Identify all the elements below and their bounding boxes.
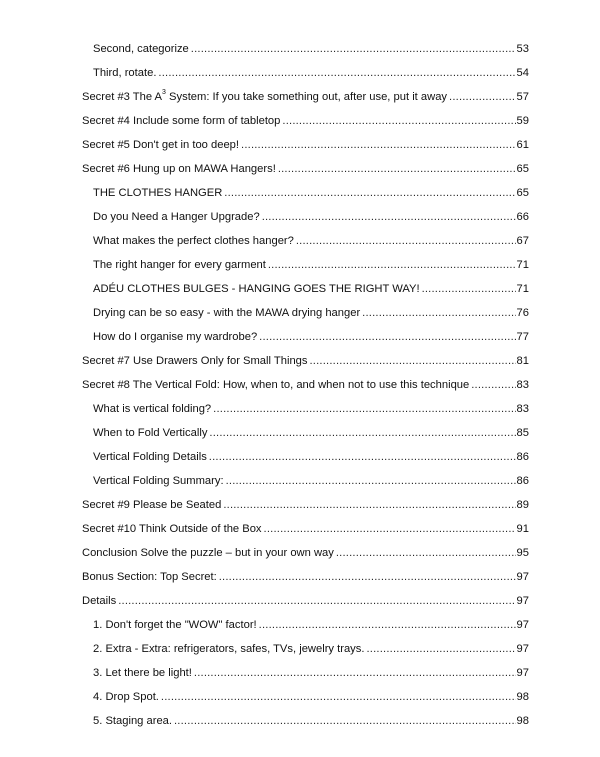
toc-entry-page: 77	[516, 331, 529, 343]
toc-entry-page: 65	[516, 163, 529, 175]
toc-entry-page: 71	[516, 283, 529, 295]
toc-entry-title: 4. Drop Spot.	[93, 691, 159, 703]
toc-entry	[82, 110, 529, 128]
toc-entry-page: 98	[516, 715, 529, 727]
toc-entry-page: 97	[516, 595, 529, 607]
toc-entry	[82, 518, 529, 536]
toc-entry-title: Conclusion Solve the puzzle – but in your own way	[82, 547, 334, 559]
toc-dot-leader	[223, 186, 516, 200]
toc-entry-title: How do I organise my wardrobe?	[93, 331, 258, 343]
toc-entry-page: 67	[516, 235, 529, 247]
toc-dot-leader	[208, 450, 516, 464]
toc-entry-page: 83	[516, 403, 529, 415]
toc-entry	[93, 206, 529, 224]
toc-entry-title: ADÉU CLOTHES BULGES - HANGING GOES THE RIGHT WAY!	[93, 283, 420, 295]
toc-entry-title: Drying can be so easy - with the MAWA drying hanger	[93, 307, 361, 319]
toc-entry	[82, 566, 529, 584]
toc-entry-title: Secret #4 Include some form of tabletop	[82, 115, 281, 127]
toc-entry-title: Secret #10 Think Outside of the Box	[82, 523, 262, 535]
toc-entry-title: The right hanger for every garment	[93, 259, 266, 271]
toc-entry-title: Third, rotate.	[93, 67, 157, 79]
toc-entry-page: 71	[516, 259, 529, 271]
toc-entry	[93, 446, 529, 464]
toc-entry-title: 1. Don't forget the "WOW" factor!	[93, 619, 257, 631]
toc-dot-leader	[157, 66, 516, 80]
toc-entry	[93, 182, 529, 200]
toc-entry-page: 89	[516, 499, 529, 511]
toc-entry	[82, 374, 529, 392]
toc-entry-title	[82, 90, 448, 104]
toc-entry-title-superscript: 3	[162, 89, 166, 97]
toc-entry-page: 53	[516, 43, 529, 55]
toc-dot-leader	[258, 618, 516, 632]
toc-entry-page: 97	[516, 619, 529, 631]
toc-dot-leader	[212, 402, 516, 416]
toc-entry	[82, 590, 529, 608]
toc-entry-page: 81	[516, 355, 529, 367]
toc-dot-leader	[365, 642, 516, 656]
toc-entry-page: 54	[516, 67, 529, 79]
toc-entry-title: Vertical Folding Details	[93, 451, 207, 463]
toc-entry-title-start: Secret #3 The A	[82, 91, 163, 103]
toc-dot-leader	[263, 522, 516, 536]
toc-dot-leader	[160, 690, 516, 704]
toc-dot-leader	[193, 666, 516, 680]
toc-dot-leader	[281, 114, 516, 128]
toc-entry-title: 3. Let there be light!	[93, 667, 192, 679]
toc-dot-leader	[218, 570, 516, 584]
toc-entry-page: 76	[516, 307, 529, 319]
toc-entry-title: Secret #7 Use Drawers Only for Small Things	[82, 355, 308, 367]
toc-entry	[93, 62, 529, 80]
toc-entry-title: What makes the perfect clothes hanger?	[93, 235, 294, 247]
toc-entry-page: 97	[516, 571, 529, 583]
toc-dot-leader	[190, 42, 516, 56]
toc-entry	[93, 710, 529, 728]
toc-dot-leader	[222, 498, 516, 512]
toc-entry-page: 91	[516, 523, 529, 535]
toc-entry	[93, 302, 529, 320]
toc-entry-page: 61	[516, 139, 529, 151]
toc-dot-leader	[295, 234, 516, 248]
toc-entry-page: 95	[516, 547, 529, 559]
toc-entry-page: 66	[516, 211, 529, 223]
toc-entry	[82, 350, 529, 368]
toc-dot-leader	[208, 426, 516, 440]
toc-entry	[93, 398, 529, 416]
toc-entry-title: Secret #9 Please be Seated	[82, 499, 222, 511]
toc-entry	[82, 158, 529, 176]
toc-entry-title: Secret #6 Hung up on MAWA Hangers!	[82, 163, 276, 175]
toc-entry	[93, 38, 529, 56]
toc-dot-leader	[117, 594, 516, 608]
toc-dot-leader	[277, 162, 516, 176]
toc-entry-page: 65	[516, 187, 529, 199]
toc-dot-leader	[225, 474, 516, 488]
toc-entry	[82, 86, 529, 104]
toc-dot-leader	[470, 378, 516, 392]
toc-entry-title: Secret #8 The Vertical Fold: How, when to, and when not to use this technique	[82, 379, 470, 391]
toc-entry-title: Do you Need a Hanger Upgrade?	[93, 211, 260, 223]
toc-entry	[82, 542, 529, 560]
toc-entry-page: 86	[516, 475, 529, 487]
toc-entry-title: Second, categorize	[93, 43, 189, 55]
toc-entry-page: 97	[516, 667, 529, 679]
toc-entry	[82, 494, 529, 512]
toc-entry-page: 85	[516, 427, 529, 439]
toc-entry-title-end: System: If you take something out, after use, put it away	[165, 91, 448, 103]
toc-entry-title: 5. Staging area.	[93, 715, 172, 727]
toc-entry	[93, 470, 529, 488]
toc-entry	[93, 254, 529, 272]
toc-dot-leader	[309, 354, 517, 368]
toc-entry-title: Vertical Folding Summary:	[93, 475, 224, 487]
toc-dot-leader	[335, 546, 516, 560]
toc-entry-page: 86	[516, 451, 529, 463]
toc-entry-page: 57	[516, 91, 529, 103]
toc-entry-title: What is vertical folding?	[93, 403, 212, 415]
toc-entry-page: 97	[516, 643, 529, 655]
toc-entry-title: THE CLOTHES HANGER	[93, 187, 223, 199]
toc-dot-leader	[173, 714, 516, 728]
toc-entry-title: When to Fold Vertically	[93, 427, 208, 439]
toc-entry-page: 59	[516, 115, 529, 127]
toc-dot-leader	[267, 258, 516, 272]
toc-dot-leader	[240, 138, 516, 152]
toc-entry	[93, 230, 529, 248]
toc-dot-leader	[258, 330, 516, 344]
toc-dot-leader	[361, 306, 516, 320]
toc-entry	[93, 422, 529, 440]
toc-entry	[93, 326, 529, 344]
toc-entry-page: 83	[516, 379, 529, 391]
toc-entry	[82, 134, 529, 152]
toc-dot-leader	[261, 210, 516, 224]
toc-entry-title: 2. Extra - Extra: refrigerators, safes, TVs, jewelry trays.	[93, 643, 365, 655]
toc-entry	[93, 614, 529, 632]
toc-dot-leader	[448, 90, 516, 104]
toc-entry	[93, 686, 529, 704]
toc-entry-title: Details	[82, 595, 117, 607]
toc-entry-title: Bonus Section: Top Secret:	[82, 571, 217, 583]
toc-entry-page: 98	[516, 691, 529, 703]
toc-entry	[93, 638, 529, 656]
toc-entry	[93, 278, 529, 296]
toc-entry	[93, 662, 529, 680]
toc-dot-leader	[421, 282, 516, 296]
toc-entry-title: Secret #5 Don't get in too deep!	[82, 139, 240, 151]
